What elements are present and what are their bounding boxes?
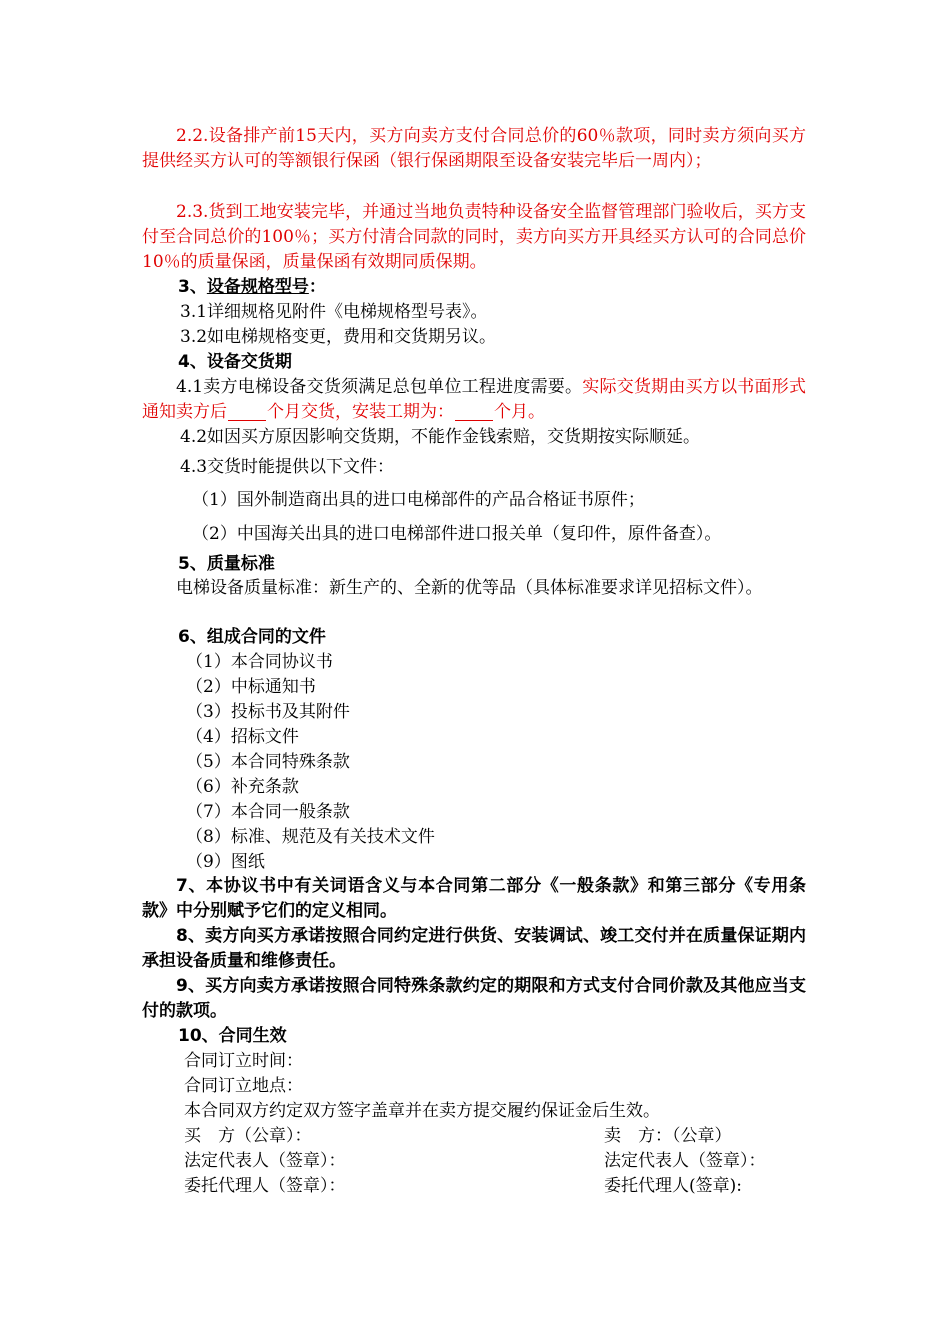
clause-4-3: 4.3交货时能提供以下文件： [180, 457, 395, 477]
effect-clause: 本合同双方约定双方签字盖章并在卖方提交履约保证金后生效。 [184, 1101, 660, 1121]
section-5-heading: 5、质量标准 [178, 554, 275, 574]
contract-doc-item: （6）补充条款 [186, 777, 299, 797]
buyer-seal: 买 方（公章）： [184, 1126, 312, 1146]
delivery-months-blank[interactable] [228, 402, 266, 421]
clause-2-2: 2.2.设备排产前15天内，买方向卖方支付合同总价的60％款项，同时卖方须向买方提供经买方认可的等额银行保函（银行保函期限至设备安装完毕后一周内）； [142, 126, 806, 171]
contract-doc-item: （1）本合同协议书 [186, 652, 333, 672]
contract-doc-item: （7）本合同一般条款 [186, 802, 350, 822]
buyer-agent: 委托代理人（签章）： [184, 1176, 346, 1196]
quality-standard-text: 电梯设备质量标准：新生产的、全新的优等品（具体标准要求详见招标文件）。 [176, 578, 763, 598]
doc-item-2: （2）中国海关出具的进口电梯部件进口报关单（复印件，原件备查）。 [192, 524, 722, 544]
seller-agent: 委托代理人(签章): [604, 1176, 742, 1196]
clause-2-3: 2.3.货到工地安装完毕，并通过当地负责特种设备安全监督管理部门验收后，买方支付至合同总价的100％；买方付清合同款的同时，卖方向买方开具经买方认可的合同总价10％的质量保函，质量保函有效期同质保期。 [142, 202, 806, 272]
install-months-blank[interactable] [455, 402, 493, 421]
doc-item-1: （1）国外制造商出具的进口电梯部件的产品合格证书原件； [192, 490, 645, 510]
contract-doc-item: （9）图纸 [186, 852, 265, 872]
contract-doc-item: （8）标准、规范及有关技术文件 [186, 827, 435, 847]
seller-seal: 卖 方：（公章） [604, 1126, 732, 1146]
contract-doc-item: （4）招标文件 [186, 727, 299, 747]
contract-doc-item: （3）投标书及其附件 [186, 702, 350, 722]
clause-3-1: 3.1详细规格见附件《电梯规格型号表》。 [180, 302, 488, 322]
sign-time-field: 合同订立时间： [184, 1051, 303, 1071]
clause-4-1: 4.1卖方电梯设备交货须满足总包单位工程进度需要。实际交货期由买方以书面形式通知卖方后 个月交货，安装工期为： 个月。 [142, 377, 806, 422]
section-6-heading: 6、组成合同的文件 [178, 627, 326, 647]
section-4-heading: 4、设备交货期 [178, 352, 292, 372]
contract-doc-item: （5）本合同特殊条款 [186, 752, 350, 772]
section-3-heading: 3、设备规格型号： [178, 277, 326, 297]
clause-8: 8、卖方向买方承诺按照合同约定进行供货、安装调试、竣工交付并在质量保证期内承担设备质量和维修责任。 [142, 926, 806, 971]
clause-9: 9、买方向卖方承诺按照合同特殊条款约定的期限和方式支付合同价款及其他应当支付的款项。 [142, 976, 806, 1021]
buyer-legal-rep: 法定代表人（签章）： [184, 1151, 346, 1171]
section-10-heading: 10、合同生效 [178, 1026, 287, 1046]
contract-doc-item: （2）中标通知书 [186, 677, 316, 697]
clause-3-2: 3.2如电梯规格变更，费用和交货期另议。 [180, 327, 497, 347]
seller-legal-rep: 法定代表人（签章）： [604, 1151, 766, 1171]
clause-7: 7、本协议书中有关词语含义与本合同第二部分《一般条款》和第三部分《专用条款》中分别赋予它们的定义相同。 [142, 876, 806, 921]
sign-place-field: 合同订立地点： [184, 1076, 303, 1096]
clause-4-2: 4.2如因买方原因影响交货期，不能作金钱索赔，交货期按实际顺延。 [180, 427, 701, 447]
